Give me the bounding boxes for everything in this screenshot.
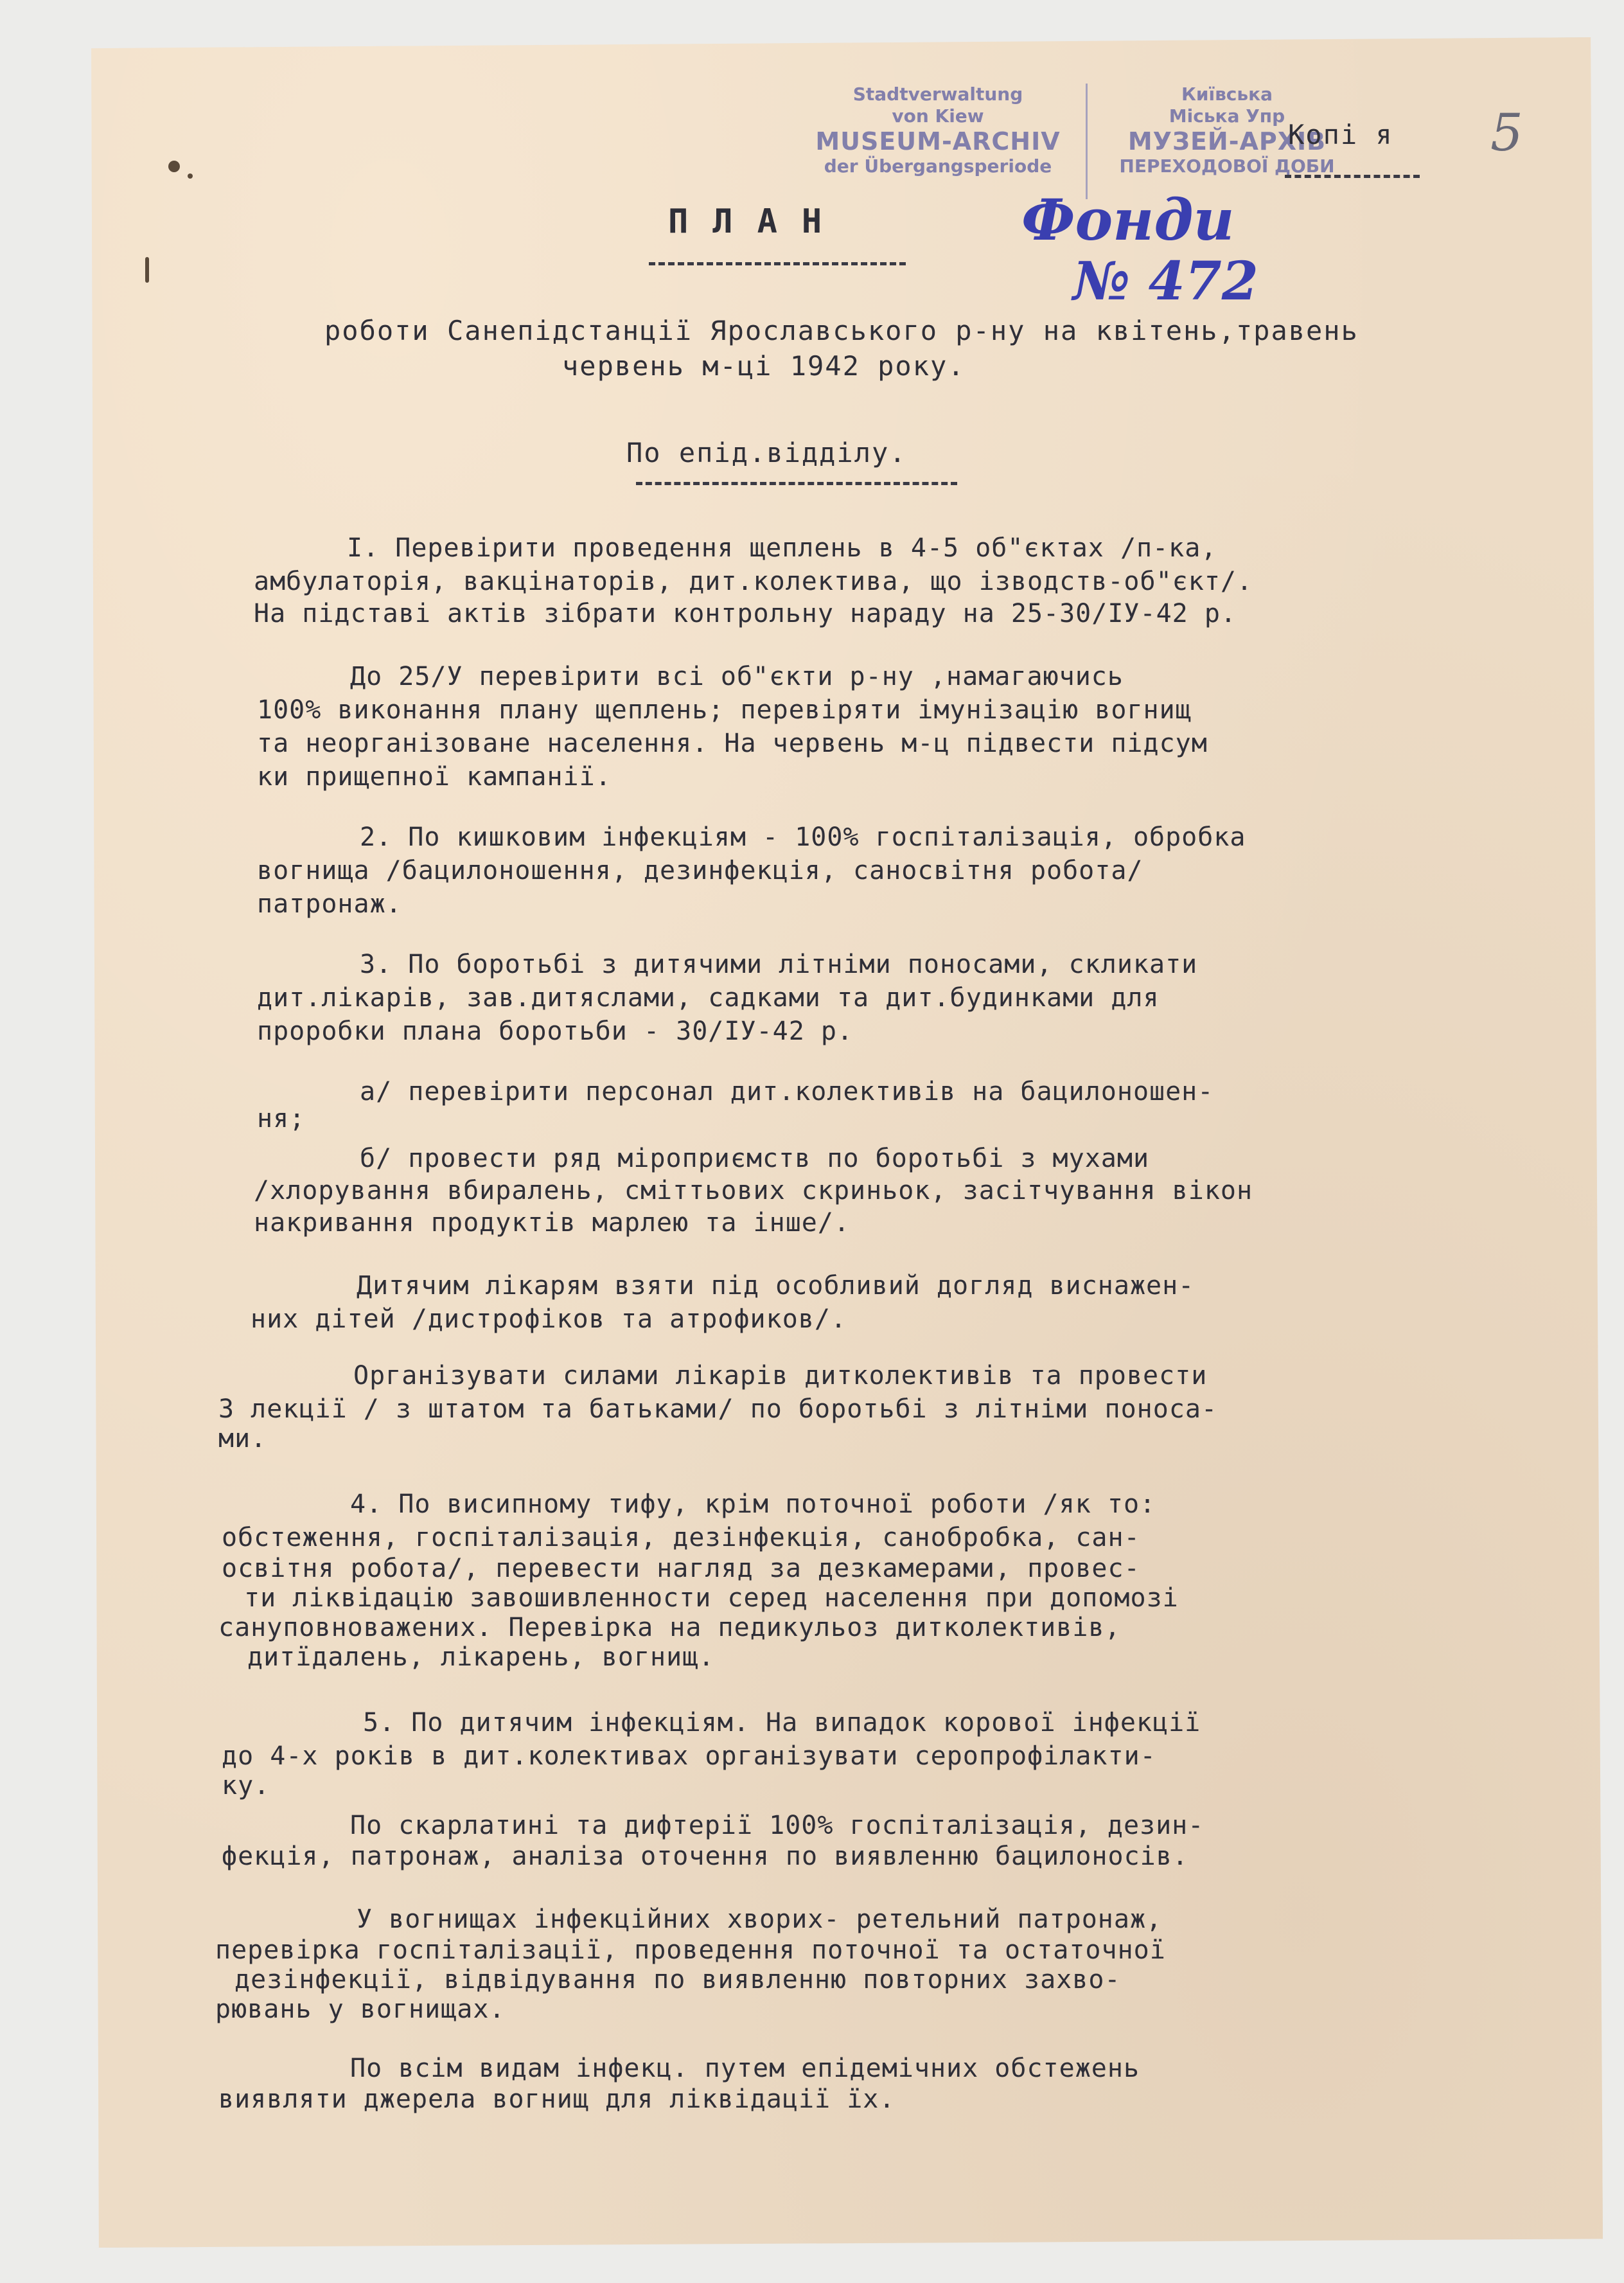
body-line: накривання продуктів марлею та інше/.	[254, 1208, 851, 1238]
body-line: рювань у вогнищах.	[215, 1994, 506, 2024]
title-underline	[649, 262, 906, 265]
body-line: до 4-х років в дит.колективах організувати серопрофілакти-	[222, 1741, 1156, 1771]
body-line: ки прищепної кампанії.	[257, 762, 612, 792]
body-line: По скарлатині та дифтерії 100% госпіталізація, дезин-	[350, 1811, 1205, 1840]
body-line: I. Перевірити проведення щеплень в 4-5 об"єктах /п-ка,	[347, 533, 1217, 563]
body-line: сануповноважених. Перевірка на педикульоз дитколективів,	[218, 1613, 1121, 1642]
stamp-line: Stadtverwaltung	[852, 84, 1023, 105]
body-line: 4. По висипному тифу, крім поточної роботи /як то:	[350, 1489, 1156, 1519]
body-line: У вогнищах інфекційних хворих- ретельний патронаж,	[357, 1905, 1163, 1934]
body-line: дитїдалень, лікарень, вогнищ.	[247, 1642, 715, 1672]
body-line: ку.	[222, 1771, 270, 1800]
body-line: ми.	[218, 1424, 267, 1453]
stamp-line: der Übergangsperiode	[824, 155, 1052, 177]
body-line: /хлорування вбиралень, сміттьових скриньок, засітчування вікон	[254, 1176, 1253, 1205]
archive-stamp-left	[793, 84, 1082, 177]
body-line: вогнища /бацилоношення, дезинфекція, саносвітня робота/	[257, 856, 1143, 885]
body-line: обстеження, госпіталізація, дезінфекція, санобробка, сан-	[222, 1523, 1140, 1552]
stamp-line: МУЗЕЙ-АРХІВ	[1127, 127, 1327, 155]
body-line: б/ провести ряд міроприємств по боротьбі з мухами	[360, 1144, 1150, 1173]
stamp-line: ПЕРЕХОДОВОЇ ДОБИ	[1119, 155, 1335, 177]
body-line: На підставі актів зібрати контрольну нараду на 25-30/IУ-42 р.	[254, 599, 1237, 628]
body-line: 3. По боротьбі з дитячими літніми поносами, скликати	[360, 950, 1198, 979]
page-number: 5	[1490, 103, 1523, 163]
subtitle-line-1: роботи Санепідстанції Ярославського р-ну на квітень,травень	[324, 315, 1359, 346]
body-line: виявляти джерела вогнищ для ліквідації їх.	[218, 2084, 896, 2114]
copy-mark-underline	[1285, 175, 1420, 178]
body-line: фекція, патронаж, аналіза оточення по виявленню бацилоносів.	[222, 1842, 1188, 1871]
body-line: Дитячим лікарям взяти під особливий догляд виснажен-	[357, 1271, 1195, 1301]
stamp-line: MUSEUM-ARCHIV	[815, 127, 1061, 155]
handwritten-fond: Фонди	[1021, 186, 1235, 253]
body-line: проробки плана боротьби - 30/IУ-42 р.	[257, 1017, 854, 1046]
body-line: перевірка госпіталізації, проведення поточної та остаточної	[215, 1935, 1166, 1965]
body-line: 3 лекції / з штатом та батьками/ по боротьбі з літніми поноса-	[218, 1394, 1218, 1424]
body-line: дезінфекції, відвідування по виявленню повторних захво-	[234, 1965, 1121, 1994]
body-line: ня;	[257, 1104, 306, 1133]
body-line: ти ліквідацію завошивленности серед населення при допомозі	[244, 1583, 1179, 1613]
body-line: 5. По дитячим інфекціям. На випадок корової інфекції	[363, 1708, 1201, 1737]
body-line: Організувати силами лікарів дитколективів та провести	[353, 1361, 1208, 1390]
paper-speck	[188, 173, 193, 179]
body-line: 100% виконання плану щеплень; перевіряти імунізацію вогнищ	[257, 695, 1192, 725]
body-line: освітня робота/, перевести нагляд за дезкамерами, провес-	[222, 1554, 1140, 1583]
stamp-line: Міська Упр	[1169, 105, 1285, 127]
body-line: а/ перевірити персонал дит.колективів на бацилоношен-	[360, 1077, 1214, 1106]
body-line: По всім видам інфекц. путем епідемічних обстежень	[350, 2054, 1140, 2083]
body-line: та неорганізоване населення. На червень м-ц підвести підсум	[257, 729, 1208, 758]
body-line: них дітей /дистрофіков та атрофиков/.	[251, 1304, 847, 1334]
stamp-line: von Kiew	[892, 105, 984, 127]
body-line: дит.лікарів, зав.дитяслами, садками та дит.будинками для	[257, 983, 1160, 1013]
body-line: 2. По кишковим інфекціям - 100% госпіталізація, обробка	[360, 822, 1246, 852]
paper-speck	[168, 161, 180, 172]
stamp-line: Київська	[1181, 84, 1273, 105]
stamp-divider	[1086, 84, 1088, 199]
body-line: патронаж.	[257, 889, 402, 919]
section-heading: По епід.відділу.	[626, 437, 907, 468]
subtitle-line-2: червень м-ці 1942 року.	[562, 350, 966, 382]
page-title: ПЛАН	[668, 202, 847, 241]
section-heading-underline	[636, 482, 957, 485]
handwritten-number: № 472	[1073, 251, 1258, 312]
body-line: До 25/У перевірити всі об"єкти р-ну ,намагаючись	[350, 662, 1124, 691]
copy-mark: Копі я	[1288, 119, 1393, 150]
body-line: амбулаторія, вакцінаторів, дит.колектива, що ізводств-об"єкт/.	[254, 567, 1253, 596]
paper-speck	[145, 257, 149, 283]
